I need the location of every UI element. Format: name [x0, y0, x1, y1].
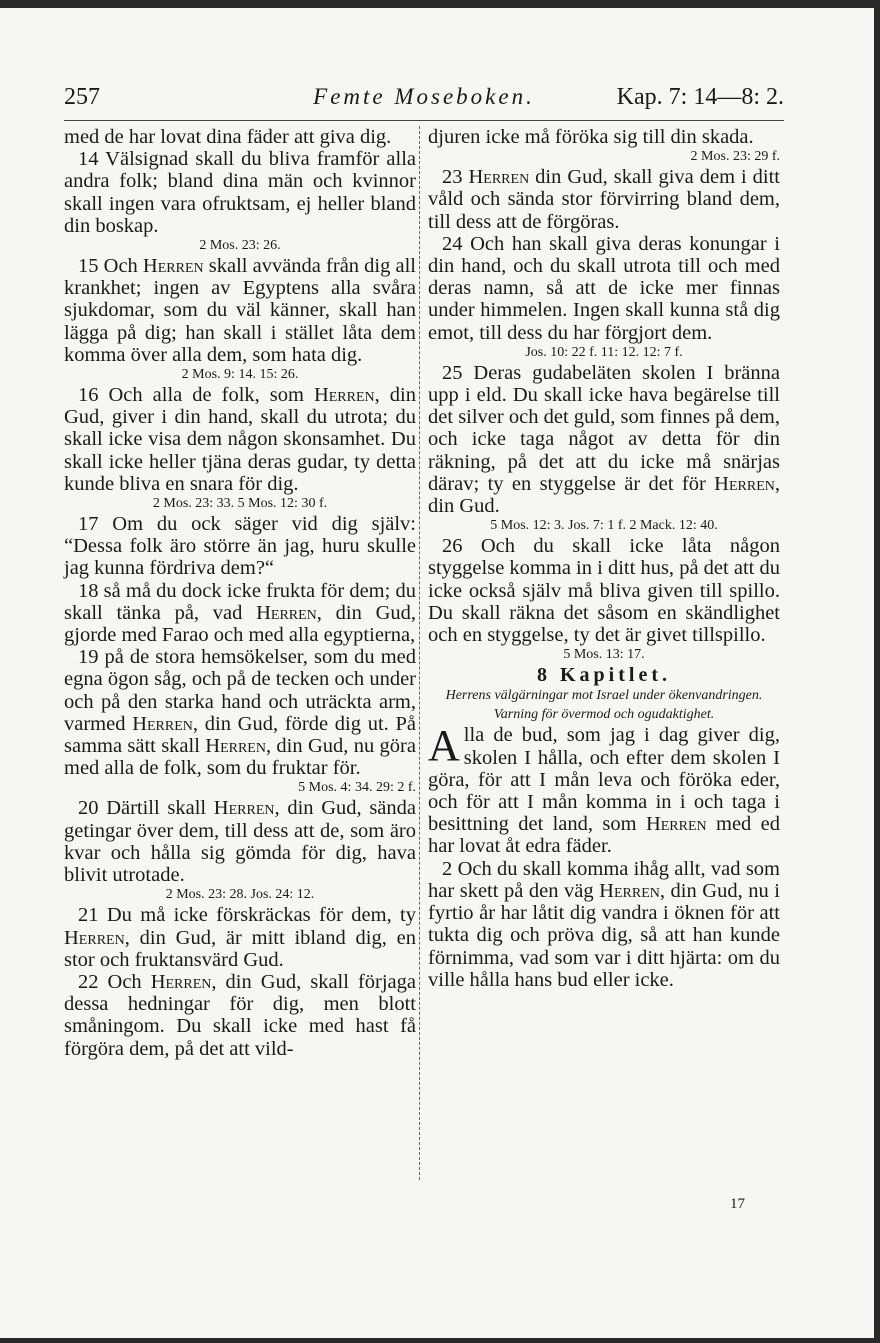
verse-text: lla de bud, som jag i dag giver dig, skolen I hålla, och efter dem skolen I göra, för att I mån leva och föröka eder, och för att I mån komma in i och taga i besittning det land, som	[428, 724, 780, 836]
running-title: Femte Moseboken.	[313, 84, 535, 109]
verse-text: , din Gud, gjorde med Farao och med alla egyptierna,	[64, 601, 416, 647]
verse-23	[428, 166, 780, 233]
verse-text: 23	[442, 166, 469, 189]
divine-name: Herren	[313, 384, 375, 407]
cross-reference: 2 Mos. 23: 28. Jos. 24: 12.	[165, 887, 315, 903]
verse-17: 17 Om du ock säger vid dig själv: “Dessa folk äro större än jag, huru skulle jag kunna fördriva dem?“	[64, 513, 416, 580]
verse-continuation: djuren icke må föröka sig till din skada.	[428, 126, 754, 148]
verse-text: , din Gud, nu göra med alla de folk, som du fruktar för.	[64, 735, 416, 780]
bottom-border	[0, 1338, 880, 1343]
verse-20	[64, 797, 416, 886]
left-column	[64, 126, 416, 1060]
cross-reference: 5 Mos. 12: 3. Jos. 7: 1 f. 2 Mack. 12: 40.	[490, 518, 718, 534]
verse-14: 14 Välsignad skall du bliva framför alla andra folk; bland dina män och kvinnor skall ingen vara ofruktsam, ej heller bland din boskap.	[64, 148, 416, 237]
divine-name: Herren	[64, 926, 125, 949]
verse-text: 2 Och du skall komma ihåg allt, vad som har skett på den väg	[428, 857, 780, 902]
divine-name: Herren	[142, 255, 204, 278]
verse-text: , din Gud, sända getingar över dem, till dess att de, som äro kvar och hålla sig gömda för dig, hava blivit utrotade.	[64, 797, 416, 887]
verse-2	[428, 858, 780, 991]
page-header	[64, 80, 784, 121]
verse-15	[64, 255, 416, 366]
chapter-heading: 8 Kapitlet.	[537, 664, 671, 687]
divine-name: Herren	[205, 735, 266, 758]
chapter-summary: Herrens välgärningar mot Israel under ökenvandringen. Varning för övermod och ogudaktighet.	[445, 688, 763, 723]
divine-name: Herren	[645, 813, 707, 836]
signature-number: 17	[730, 1196, 745, 1212]
cross-reference: 5 Mos. 4: 34. 29: 2 f.	[298, 780, 416, 796]
verse-text: , din Gud, förde dig ut. På samma sätt skall	[64, 712, 416, 758]
verse-text: 25 Deras gudabeläten skolen I bränna upp i eld. Du skall icke hava begärelse till det silver och det guld, som finnes på dem, och icke taga något av detta för din räkning, på det att du icke må snärjas därav; ty en styggelse är det för	[428, 361, 780, 495]
verse-continuation: med de har lovat dina fäder att giva dig.	[64, 126, 392, 148]
verse-18	[64, 580, 416, 647]
verse-text: , din Gud.	[428, 472, 780, 518]
verse-22	[64, 971, 416, 1060]
chapter-reference: Kap. 7: 14—8: 2.	[616, 84, 784, 110]
divine-name: Herren	[132, 712, 193, 735]
verse-text: , din Gud, nu i fyrtio år har låtit dig vandra i öknen för att tukta dig och pröva dig, så att han kunde förnimma, vad som var i ditt hjärta: om du ville hålla hans bud eller icke.	[428, 879, 780, 991]
verse-text: 18 så må du dock icke frukta för dem; du skall tänka på, vad	[64, 579, 416, 624]
verse-text: 21 Du må icke förskräckas för dem, ty	[78, 904, 416, 927]
drop-cap: A	[428, 721, 460, 771]
divine-name: Herren	[599, 879, 660, 902]
right-border	[874, 0, 880, 1343]
top-border	[0, 0, 880, 8]
divine-name: Herren	[150, 970, 212, 993]
verse-text: 15 Och	[78, 255, 143, 278]
verse-21	[64, 904, 416, 971]
verse-text: 20 Därtill skall	[78, 797, 214, 820]
verse-text: skall avvända från dig all krankhet; ingen av Egyptens alla svåra sjukdomar, som du väl känner, skall han lägga på dig; han skall i stället låta dem komma över alla dem, som hata dig.	[64, 255, 416, 366]
verse-text: 16 Och alla de folk, som	[78, 384, 314, 407]
page-number: 257	[64, 84, 100, 110]
column-divider	[419, 126, 420, 1180]
verse-text: med ed har lovat åt edra fäder.	[428, 813, 780, 858]
cross-reference: 2 Mos. 9: 14. 15: 26.	[181, 367, 299, 383]
divine-name: Herren	[468, 166, 530, 189]
verse-text: , din Gud, är mitt ibland dig, en stor och fruktansvärd Gud.	[64, 926, 416, 971]
verse-text: 19 på de stora hemsökelser, som du med egna ögon såg, och på de tecken och under och på den starka hand och uträckta arm, varmed	[64, 646, 416, 735]
cross-reference: 2 Mos. 23: 26.	[199, 238, 281, 254]
cross-reference: 2 Mos. 23: 29 f.	[690, 149, 780, 165]
verse-text: 22 Och	[78, 970, 151, 993]
right-column	[428, 126, 780, 991]
cross-reference: 2 Mos. 23: 33. 5 Mos. 12: 30 f.	[152, 496, 328, 512]
divine-name: Herren	[213, 797, 275, 820]
verse-26: 26 Och du skall icke låta någon styggelse komma in i ditt hus, på det att du icke också själv må bliva given till spillo. Du skall räkna det såsom en skändlighet och en styggelse, ty det är givet tillspillo.	[428, 535, 780, 647]
verse-25	[428, 362, 780, 517]
verse-16	[64, 384, 416, 495]
verse-19	[64, 646, 416, 779]
verse-text: din Gud, skall giva dem i ditt våld och sända stor förvirring bland dem, till dess att de förgöras.	[428, 166, 781, 233]
verse-text: , din Gud, giver i din hand, skall du utrota; du skall icke visa dem någon skonsamhet. Du skall icke heller tjäna deras gudar, ty detta kunde bliva en snara för dig.	[64, 384, 416, 495]
verse-text: , din Gud, skall förjaga dessa hedningar för dig, men blott småningom. Du skall icke med hast få förgöra dem, på det att vild-	[64, 970, 417, 1060]
verse-1	[428, 721, 780, 858]
divine-name: Herren	[256, 601, 317, 624]
cross-reference: 5 Mos. 13: 17.	[563, 647, 645, 663]
verse-24: 24 Och han skall giva deras konungar i din hand, och du skall utrota till och med deras namn, så att de icke mer finnas under himmelen. Ingen skall kunna stå dig emot, till dess du har förgjort dem.	[428, 232, 780, 344]
divine-name: Herren	[714, 472, 775, 495]
cross-reference: Jos. 10: 22 f. 11: 12. 12: 7 f.	[525, 344, 683, 360]
